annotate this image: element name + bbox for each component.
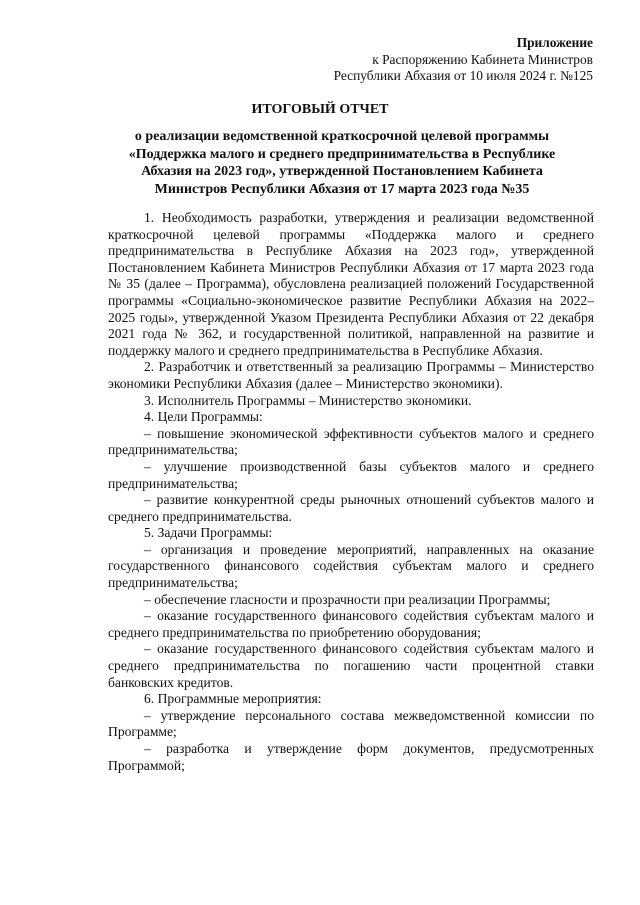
task-item-3: – оказание государственного финансового содействия субъектам малого и среднего предпринимательства по приобретению оборудования;	[108, 608, 594, 640]
report-title: ИТОГОВЫЙ ОТЧЕТ	[251, 102, 389, 117]
task-item-1: – организация и проведение мероприятий, направленных на оказание государственного финансового содействия субъектам малого и среднего предпринимательства;	[108, 541, 594, 591]
paragraph-2-developer: 2. Разработчик и ответственный за реализацию Программы – Министерство экономики Республики Абхазия (далее – Министерство экономики).	[108, 359, 594, 391]
report-subtitle: о реализации ведомственной краткосрочной целевой программы «Поддержка малого и среднего предпринимательства в Республике Абхазия на 2023 год», утвержденной Постановлением Кабинета Министров Республики Абхазия от 17 марта 2023 года №35	[128, 129, 556, 197]
appendix-line-2: Республики Абхазия от 10 июля 2024 г. №125	[333, 68, 593, 83]
paragraph-1-necessity: 1. Необходимость разработки, утверждения и реализации ведомственной краткосрочной целевой программы «Поддержка малого и среднего предпринимательства в Республике Абхазия на 2023 год», утвержденной Постановлением Кабинета Министров Республики Абхазия от 17 марта 2023 года № 35 (далее – Программа), обусловлена реализацией положений Государственной программы «Социально-экономическое развитие Республики Абхазия на 2022–2025 годы», утвержденной Указом Президента Республики Абхазия от 22 декабря 2021 года № 362, и государственной политикой, направленной на развитие и поддержку малого и среднего предпринимательства в Республике Абхазия.	[108, 210, 594, 358]
task-item-2: – обеспечение гласности и прозрачности при реализации Программы;	[144, 591, 551, 607]
appendix-line-1: к Распоряжению Кабинета Министров	[372, 51, 593, 67]
paragraph-5-tasks-heading: 5. Задачи Программы:	[144, 525, 273, 541]
paragraph-3-executor: 3. Исполнитель Программы – Министерство экономики.	[144, 392, 472, 408]
paragraph-4-goals-heading: 4. Цели Программы:	[144, 409, 263, 425]
activity-item-2: – разработка и утверждение форм документов, предусмотренных Программой;	[108, 741, 594, 773]
report-body	[108, 210, 594, 774]
goal-item-1: – повышение экономической эффективности субъектов малого и среднего предпринимательства;	[108, 425, 594, 458]
activity-item-1: – утверждение персонального состава межведомственной комиссии по Программе;	[108, 707, 594, 740]
task-item-4: – оказание государственного финансового содействия субъектам малого и среднего предпринимательства по погашению части процентной ставки банковских кредитов.	[108, 641, 594, 690]
goal-item-3: – развитие конкурентной среды рыночных отношений субъектов малого и среднего предпринимательства.	[108, 492, 594, 524]
appendix-title: Приложение	[516, 35, 593, 50]
goal-item-2: – улучшение производственной базы субъектов малого и среднего предпринимательства;	[108, 458, 594, 491]
appendix-block	[334, 35, 593, 85]
paragraph-6-activities-heading: 6. Программные мероприятия:	[144, 691, 322, 707]
